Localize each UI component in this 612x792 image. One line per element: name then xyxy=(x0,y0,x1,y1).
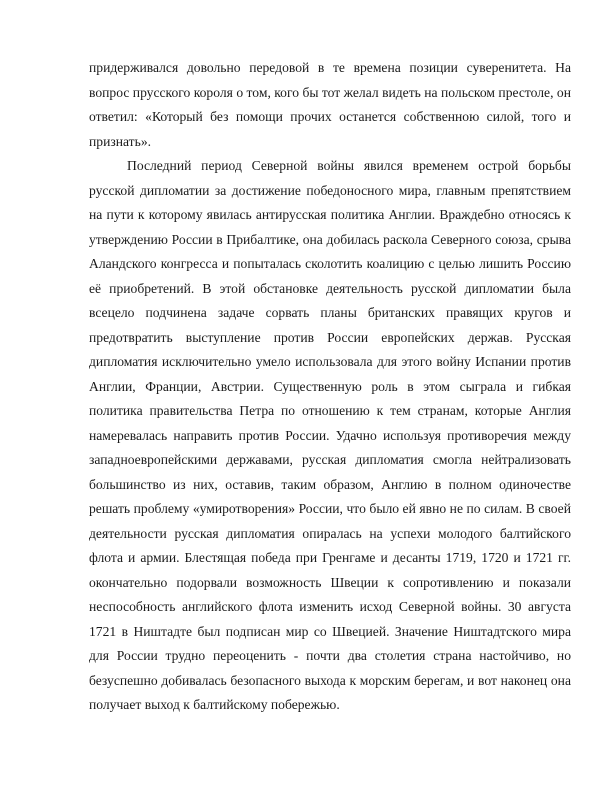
paragraph-continuation: придерживался довольно передовой в те времена позиции суверенитета. На вопрос прусского короля о том, кого бы тот желал видеть на польском престоле, он ответил: «Который без помощи прочих останется собственною силой, того и признать». xyxy=(89,60,571,149)
paragraph-northern-war: Последний период Северной войны явился временем острой борьбы русской дипломатии за достижение победоносного мира, главным препятствием на пути к которому явилась антирусская политика Англии. Враждебно относясь к утверждению России в Прибалтике, она добилась раскола Северного союза, срыва Аландского конгресса и попыталась сколотить коалицию с целью лишить Россию её приобретений. В этой обстановке деятельность русской дипломатии была всецело подчинена задаче сорвать планы британских правящих кругов и предотвратить выступление против России европейских держав. Русская дипломатия исключительно умело использовала для этого войну Испании против Англии, Франции, Австрии. Существенную роль в этом сыграла и гибкая политика правительства Петра по отношению к тем странам, которые Англия намеревалась направить против России. Удачно используя противоречия между западноевропейскими державами, русская дипломатия смогла нейтрализовать большинство из них, оставив, таким образом, Англию в полном одиночестве решать проблему «умиротворения» России, что было ей явно не по силам. В своей деятельности русская дипломатия опиралась на успехи молодого балтийского флота и армии. Блестящая победа при Гренгаме и десанты 1719, 1720 и 1721 гг. окончательно подорвали возможность Швеции к сопротивлению и показали неспособность английского флота изменить исход Северной войны. 30 августа 1721 в Ништадте был подписан мир со Швецией. Значение Ништадтского мира для России трудно переоценить - почти два столетия страна настойчиво, но безуспешно добивалась безопасного выхода к морским берегам, и вот наконец она получает выход к балтийскому побережью. xyxy=(89,158,571,712)
document-page xyxy=(89,56,571,718)
